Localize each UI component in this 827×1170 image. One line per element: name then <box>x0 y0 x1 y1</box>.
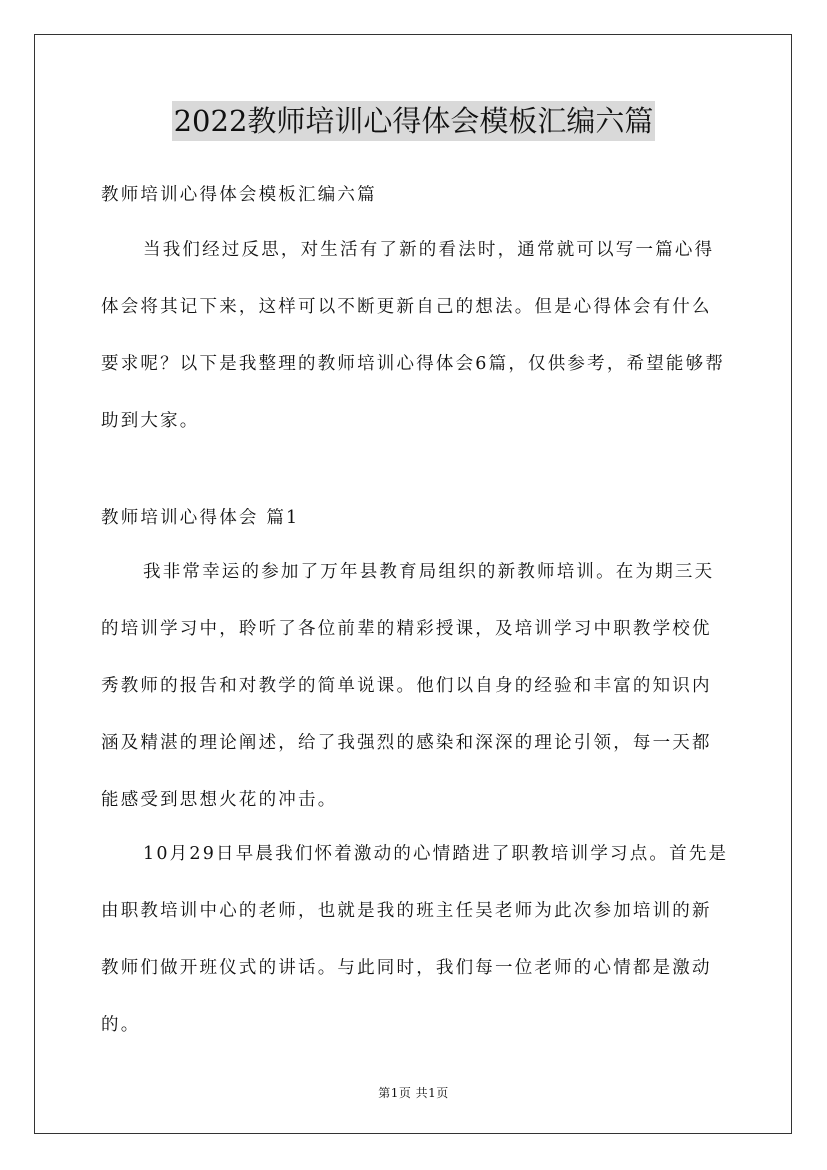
section-title: 教师培训心得体会 篇1 <box>101 508 300 528</box>
intro-paragraph: 当我们经过反思，对生活有了新的看法时，通常就可以写一篇心得体会将其记下来，这样可以不断更新自己的想法。但是心得体会有什么要求呢？以下是我整理的教师培训心得体会6篇，仅供参考，希望能够帮助到大家。 <box>101 240 726 431</box>
page-footer: 第1页 共1页 <box>378 1086 449 1100</box>
body-paragraph-2: 10月29日早晨我们怀着激动的心情踏进了职教培训学习点。首先是由职教培训中心的老师，也就是我的班主任吴老师为此次参加培训的新教师们做开班仪式的讲话。与此同时，我们每一位老师的心情都是激动的。 <box>101 844 729 1035</box>
body-paragraph-1: 我非常幸运的参加了万年县教育局组织的新教师培训。在为期三天的培训学习中，聆听了各位前辈的精彩授课，及培训学习中职教学校优秀教师的报告和对教学的简单说课。他们以自身的经验和丰富的知识内涵及精湛的理论阐述，给了我强烈的感染和深深的理论引领，每一天都能感受到思想火花的冲击。 <box>101 562 715 810</box>
title-container <box>0 101 827 141</box>
document-title: 2022教师培训心得体会模板汇编六篇 <box>172 101 656 141</box>
document-subtitle: 教师培训心得体会模板汇编六篇 <box>101 185 377 205</box>
